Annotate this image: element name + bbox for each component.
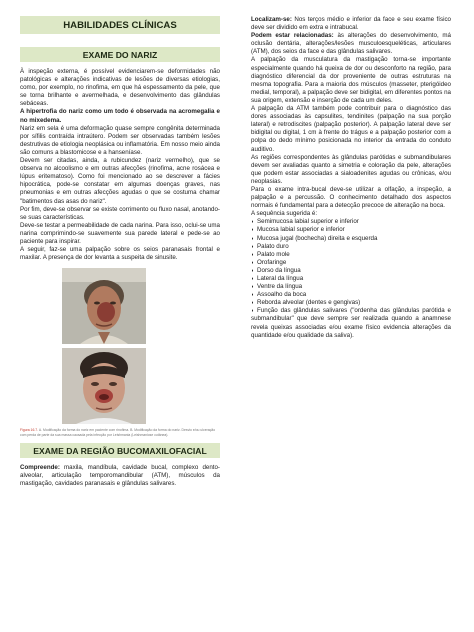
figure-caption-text: A. Modificação da forma do nariz em paciente com rinofima. B. Modificação da forma do nariz. Desvio e/ou ulceração com perda de parte da sua massa causada pela infecção por Leishmania (Leishmaniose cutânea). [20, 428, 216, 437]
bullet-icon: ◗ [251, 259, 255, 266]
bullet-icon: ◗ [251, 219, 255, 226]
bullet-icon: ◗ [251, 300, 255, 307]
location-text: Nos terços médio e inferior da face e seu exame físico deve ser dividido em extra e intrabucal. [251, 16, 451, 32]
paragraph-nasal-discharge: Por fim, deve-se observar se existe corrimento ou fluxo nasal, anotando-se suas características. [20, 205, 220, 221]
right-column [251, 16, 451, 340]
location-label: Localizam-se: [251, 16, 292, 23]
bullet-icon: ◗ [251, 227, 255, 234]
paragraph-relations [251, 32, 451, 56]
paragraph-external-inspection: À inspeção externa, é possível evidenciarem-se deformidades não patológicas e alterações indicativas de lesões de diversas etiologias, como, por exemplo, no rinofima, em que há espessamento da pele, que se torna brilhante e avermelhada, e desenvolvimento das glândulas sebáceas. [20, 68, 220, 108]
bullet-icon: ◗ [251, 243, 255, 250]
paragraph-tmj-palpation: A palpação da ATM também pode contribuir para o diagnóstico das dores associadas às capsulites, tendinites (palpação na sua porção lateral) e retrodiscites (palpação posterior). A palpação lateral deve ser bidigital ou digital, 1 cm à frente do trágus e a palpação posterior com a polpa do dedo mínimo posicionada no interior da entrada do conduto auditivo. [251, 105, 451, 153]
comprises-text: maxila, mandíbula, cavidade bucal, complexo dento-alveolar, articulação temporomandibular (ATM), músculos da mastigação, cavidades paranasais e glândulas salivares. [20, 464, 220, 488]
list-item: ◗ Função das glândulas salivares ("ordenha das glândulas parótida e submandibular" que deve sempre ser realizada quando a anamnese revela queixas associadas e/ou exame físico evidencia alterações da quantidade e/ou qualidade da saliva). [251, 307, 451, 339]
paragraph-location [251, 16, 451, 32]
list-item: ◗ Mucosa jugal (bochecha) direita e esquerda [251, 234, 378, 242]
paragraph-muscle-palpation: A palpação da musculatura da mastigação torna-se importante especialmente quando há queixa de dor ou desconforto na região, para diagnóstico diferencial da dor proveniente de outras estruturas na mesma topografia. Para a maioria dos músculos (masseter, pterigóideo medial, temporal), a palpação deve ser bidigital, em diferentes pontos na sua origem, extensão e inserção de cada um deles. [251, 56, 451, 104]
paragraph-nostril-permeability: Deve-se testar a permeabilidade de cada narina. Para isso, oclui-se uma narina comprimindo-se suavemente sua parede lateral e pede-se ao paciente para inspirar. [20, 221, 220, 245]
list-item: ◗ Palato mole [251, 250, 290, 258]
bullet-icon: ◗ [251, 276, 255, 282]
figure-caption [20, 428, 220, 437]
paragraph-saddle-nose: Nariz em sela é uma deformação quase sempre congênita determinada por sífilis contraída intraútero. Podem ser observadas também lesões destrutivas de etiologia neoplásica ou inflamatória. Em nosso meio ainda são comuns a blastomicose e a hanseníase. [20, 124, 220, 156]
bullet-icon: ◗ [251, 251, 255, 258]
list-item: ◗ Lateral da língua [251, 275, 304, 282]
page-title: HABILIDADES CLÍNICAS [20, 16, 220, 34]
figure-photos [62, 268, 146, 424]
left-column [20, 16, 220, 488]
figure-caption-label: Figura 16.7. [20, 428, 39, 433]
sequence-intro: A sequência sugerida é: [251, 210, 318, 218]
bullet-icon: ◗ [251, 292, 255, 299]
paragraph-comprises [20, 464, 220, 488]
list-item: ◗ Dorso da língua [251, 266, 301, 274]
relations-label: Podem estar relacionadas: [251, 32, 334, 40]
list-item: ◗ Assoalho da boca [251, 291, 307, 299]
photo-leishmaniasis-patient [62, 348, 146, 424]
paragraph-sinus-palpation: A seguir, faz-se uma palpação sobre os seios paranasais frontal e maxilar. A presença de dor levanta a suspeita de sinusite. [20, 246, 220, 262]
comprises-label: Compreende: [20, 464, 60, 472]
paragraph-rubicundity: Devem ser citadas, ainda, a rubicundez (nariz vermelho), que se observa no alcoolismo e em outras afecções (rinofima, acne rosácea e lúpus eritematoso). Como foi mencionado ao se descrever a fácies hipocrática, pode-se constatar em algumas doenças graves, nas pneumonias e em outras afecções agudas o que se costuma chamar "batimentos das asas do nariz". [20, 157, 220, 205]
list-item: ◗ Palato duro [251, 242, 289, 250]
paragraph-salivary-regions: As regiões correspondentes às glândulas parótidas e submandibulares devem ser avaliadas quanto a simetria e coloração da pele, alterações que podem estar associadas a sialoadenites agudas ou crônicas, e/ou neoplasias. [251, 153, 451, 185]
section-heading-oral-region: EXAME DA REGIÃO BUCOMAXILOFACIAL [20, 443, 220, 458]
list-item: ◗ Ventre da língua [251, 283, 303, 291]
paragraph-hypertrophy-heading: A hipertrofia do nariz como um todo é observada na acromegalia e no mixedema. [20, 108, 220, 124]
list-item: ◗ Mucosa labial superior e inferior [251, 226, 345, 234]
list-item: ◗ Semimucosa labial superior e inferior [251, 218, 359, 226]
list-item: ◗ Reborda alveolar (dentes e gengivas) [251, 299, 361, 307]
section-heading-nose-exam: EXAME DO NARIZ [20, 47, 220, 62]
photo-rhinophyma-patient [62, 268, 146, 344]
paragraph-intraoral-exam: Para o exame intra-bucal deve-se utilizar a olfação, a inspeção, a palpação e a percussão. O conhecimento detalhado dos aspectos normais é fundamental para a detecção precoce de alteração na boca. [251, 185, 451, 210]
bullet-icon: ◗ [251, 267, 255, 274]
relations-text: às alterações do desenvolvimento, má oclusão dentária, alterações/lesões musculoesqueléticas, articulares (ATM), dos seios da face e das glândulas salivares. [251, 32, 451, 56]
list-item: ◗ Orofaringe [251, 258, 287, 266]
bullet-icon: ◗ [251, 235, 255, 242]
bullet-icon: ◗ [251, 284, 255, 291]
bullet-icon: ◗ [251, 308, 255, 315]
exam-sequence-list [251, 218, 451, 339]
